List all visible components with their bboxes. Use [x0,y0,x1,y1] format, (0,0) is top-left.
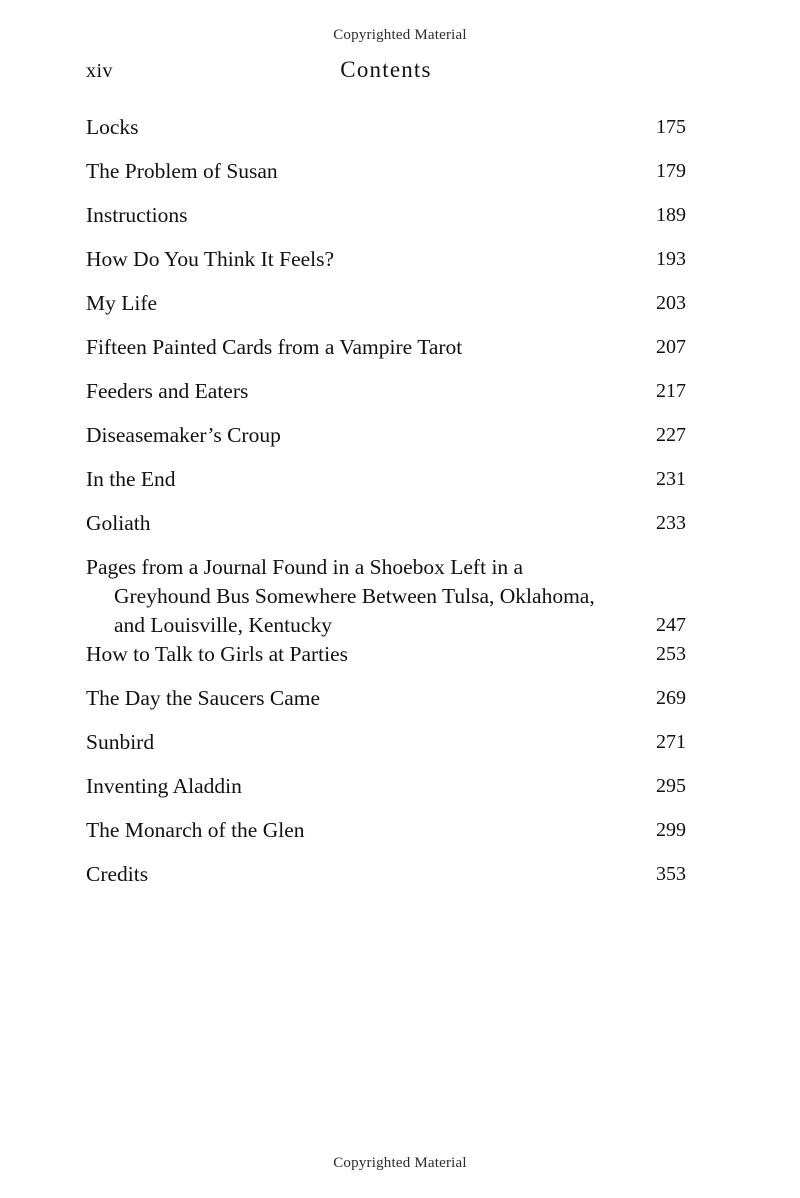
toc-entry-page: 227 [656,424,686,446]
toc-entry[interactable] [86,377,686,421]
toc-entry-page: 353 [656,863,686,885]
toc-entry-page: 207 [656,336,686,358]
copyright-watermark-top: Copyrighted Material [333,27,467,43]
toc-entry-page: 189 [656,204,686,226]
toc-entry-page: 271 [656,731,686,753]
toc-entry-title: My Life [86,291,158,315]
table-of-contents [86,113,686,904]
toc-entry[interactable] [86,772,686,816]
toc-entry-page: 203 [656,292,686,314]
toc-entry[interactable] [86,684,686,728]
toc-entry-title: The Day the Saucers Came [86,686,321,710]
toc-entry-title: The Problem of Susan [86,159,278,183]
toc-entry-page: 233 [656,512,686,534]
folio-number: xiv [86,60,114,82]
toc-entry-title: In the End [86,467,176,491]
toc-entry-page: 231 [656,468,686,490]
toc-entry-page: 253 [656,643,686,665]
toc-entry-title: Credits [86,862,149,886]
toc-entry[interactable] [86,113,686,157]
toc-entry-title: Sunbird [86,730,155,754]
toc-entry-page: 295 [656,775,686,797]
toc-entry[interactable] [86,201,686,245]
toc-entry-title: Diseasemaker’s Croup [86,423,281,447]
toc-entry-title: Pages from a Journal Found in a Shoebox Left in a Greyhound Bus Somewhere Between Tulsa, Oklahoma, and Louisville, Kentucky [86,555,595,637]
toc-entry[interactable] [86,509,686,553]
toc-entry[interactable] [86,728,686,772]
toc-entry[interactable] [86,157,686,201]
toc-entry-title: Instructions [86,203,188,227]
toc-entry-title: Locks [86,115,139,139]
toc-entry-page: 193 [656,248,686,270]
toc-entry[interactable] [86,333,686,377]
toc-entry-page: 299 [656,819,686,841]
toc-entry-page: 269 [656,687,686,709]
toc-entry-title: How to Talk to Girls at Parties [86,642,349,666]
toc-entry-title: Goliath [86,511,151,535]
copyright-watermark-bottom: Copyrighted Material [333,1155,467,1171]
toc-entry-page: 217 [656,380,686,402]
toc-entry-title: The Monarch of the Glen [86,818,305,842]
toc-entry[interactable] [86,553,686,640]
toc-entry[interactable] [86,640,686,684]
toc-entry-page: 247 [656,614,686,636]
toc-entry-title: Feeders and Eaters [86,379,249,403]
toc-entry-page: 179 [656,160,686,182]
toc-entry[interactable] [86,816,686,860]
toc-entry-page: 175 [656,116,686,138]
page-header [86,57,714,87]
toc-entry[interactable] [86,860,686,904]
toc-entry[interactable] [86,289,686,333]
toc-entry[interactable] [86,245,686,289]
toc-entry[interactable] [86,421,686,465]
toc-entry-title: How Do You Think It Feels? [86,247,335,271]
toc-entry[interactable] [86,465,686,509]
toc-entry-title: Inventing Aladdin [86,774,242,798]
toc-entry-title: Fifteen Painted Cards from a Vampire Tarot [86,335,463,359]
page-title: Contents [340,57,432,82]
